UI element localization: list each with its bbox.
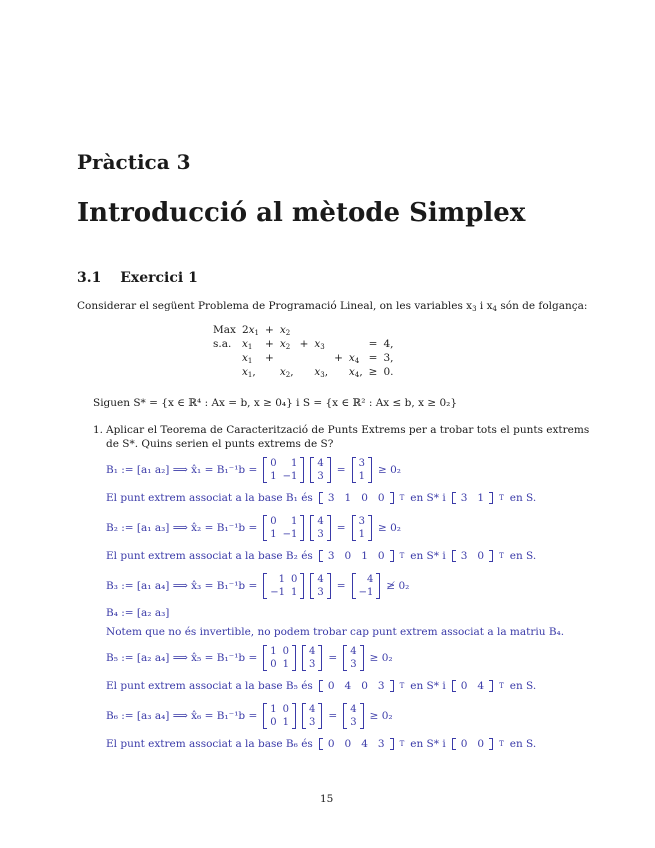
base-6-point-s-star: 0 0 4 3: [319, 738, 394, 750]
base-3-b-vector: 4 3: [310, 573, 330, 599]
section-title: Exercici 1: [120, 270, 198, 286]
intro-mid: i x: [476, 300, 493, 312]
sets-line: Siguen S* = {x ∈ ℝ⁴ : Ax = b, x ≥ 0₄} i S = {x ∈ ℝ² : Ax ≤ b, x ≥ 0₂}: [93, 397, 458, 409]
base-6-equation: B₆ := [a₃ a₄] ⟹ x̂₆ = B₁⁻¹b = 1 0 0 1 4 3 = 4 3 ≥ 0₂: [106, 704, 393, 728]
base-3-equation: B₃ := [a₁ a₄] ⟹ x̂₃ = B₁⁻¹b = 1 0 −1 1 4 3 = 4 −1 ≱ 0₂: [106, 574, 410, 598]
base-3-result-vector: 4 −1: [352, 573, 381, 599]
base-5-result-vector: 4 3: [343, 645, 363, 671]
base-1-point-s-star: 3 1 0 0: [319, 492, 394, 504]
base-5-inverse-matrix: 1 0 0 1: [263, 645, 296, 671]
base-2-equation: B₂ := [a₁ a₃] ⟹ x̂₂ = B₁⁻¹b = 0 1 1 −1 4 3 = 3 1 ≥ 0₂: [106, 516, 401, 540]
intro-paragraph: [77, 300, 587, 313]
base-5-extreme-point: El punt extrem associat a la base B₅ és 0 4 0 3 T en S* i 0 4 T en S.: [106, 680, 537, 692]
chapter-label: Pràctica 3: [77, 150, 191, 174]
base-3-head: B₃ := [a₁ a₄] ⟹ x̂₃ = B₁⁻¹b =: [106, 580, 258, 592]
base-6-head: B₆ := [a₃ a₄] ⟹ x̂₆ = B₁⁻¹b =: [106, 710, 258, 722]
base-5-head: B₅ := [a₂ a₄] ⟹ x̂₅ = B₁⁻¹b =: [106, 652, 258, 664]
base-1-point-s: 3 1: [452, 492, 493, 504]
base-6-extreme-point: El punt extrem associat a la base B₆ és 0 0 4 3 T en S* i 0 0 T en S.: [106, 738, 537, 750]
base-5-text: El punt extrem associat a la base B₅ és: [106, 680, 313, 692]
base-4-line: B₄ := [a₂ a₃]: [106, 607, 170, 619]
base-1-head: B₁ := [a₁ a₂] ⟹ x̂₁ = B₁⁻¹b =: [106, 464, 258, 476]
base-2-extreme-point: El punt extrem associat a la base B₂ és 3 0 1 0 T en S* i 3 0 T en S.: [106, 550, 537, 562]
base-2-condition: ≥ 0₂: [377, 522, 401, 534]
base-2-point-s-star: 3 0 1 0: [319, 550, 394, 562]
base-2-point-s: 3 0: [452, 550, 493, 562]
chapter-title: Introducció al mètode Simplex: [77, 198, 526, 228]
intro-text: Considerar el següent Problema de Programació Lineal, on les variables x: [77, 300, 473, 312]
item-text-line-2: de S*. Quins serien el punts extrems de S?: [106, 438, 334, 450]
base-2-inverse-matrix: 0 1 1 −1: [263, 515, 304, 541]
intro-end: són de folgança:: [497, 300, 588, 312]
base-5-condition: ≥ 0₂: [369, 652, 393, 664]
base-6-point-s: 0 0: [452, 738, 493, 750]
base-1-result-vector: 3 1: [352, 457, 372, 483]
base-2-result-vector: 3 1: [352, 515, 372, 541]
linear-program: Max $2x_1$ + $x_2$ s.a. $x_1$ + $x_2$ + $x_3$ = 4, $x_1$ + + $x_4$ = 3, $x_1$, $x_2$, $x_3$, $x_4$, ≥ 0.: [213, 323, 394, 379]
base-1-inverse-matrix: 0 1 1 −1: [263, 457, 304, 483]
page-number: 15: [320, 793, 334, 805]
base-6-result-vector: 4 3: [343, 703, 363, 729]
base-1-b-vector: 4 3: [310, 457, 330, 483]
base-2-head: B₂ := [a₁ a₃] ⟹ x̂₂ = B₁⁻¹b =: [106, 522, 258, 534]
base-1-condition: ≥ 0₂: [377, 464, 401, 476]
base-5-b-vector: 4 3: [302, 645, 322, 671]
base-6-text: El punt extrem associat a la base B₆ és: [106, 738, 313, 750]
base-6-condition: ≥ 0₂: [369, 710, 393, 722]
intro-sub-3: 3: [472, 305, 477, 313]
section-number: 3.1: [77, 270, 102, 286]
base-1-text: El punt extrem associat a la base B₁ és: [106, 492, 313, 504]
base-3-inverse-matrix: 1 0 −1 1: [263, 573, 304, 599]
section-heading: [77, 270, 198, 286]
base-5-equation: B₅ := [a₂ a₄] ⟹ x̂₅ = B₁⁻¹b = 1 0 0 1 4 3 = 4 3 ≥ 0₂: [106, 646, 393, 670]
base-4-note: Notem que no és invertible, no podem trobar cap punt extrem associat a la matriu B₄.: [106, 626, 565, 638]
base-3-condition: ≱ 0₂: [386, 580, 410, 592]
base-2-b-vector: 4 3: [310, 515, 330, 541]
base-5-point-s-star: 0 4 0 3: [319, 680, 394, 692]
base-2-text: El punt extrem associat a la base B₂ és: [106, 550, 313, 562]
base-5-point-s: 0 4: [452, 680, 493, 692]
base-6-b-vector: 4 3: [302, 703, 322, 729]
base-1-extreme-point: El punt extrem associat a la base B₁ és 3 1 0 0 T en S* i 3 1 T en S.: [106, 492, 537, 504]
base-6-inverse-matrix: 1 0 0 1: [263, 703, 296, 729]
item-text-line-1: Aplicar el Teorema de Caracterització de Punts Extrems per a trobar tots el punts extrems: [106, 424, 590, 436]
item-number: 1.: [93, 424, 104, 436]
intro-sub-4: 4: [492, 305, 498, 313]
base-1-equation: B₁ := [a₁ a₂] ⟹ x̂₁ = B₁⁻¹b = 0 1 1 −1 4 3 = 3 1 ≥ 0₂: [106, 458, 401, 482]
